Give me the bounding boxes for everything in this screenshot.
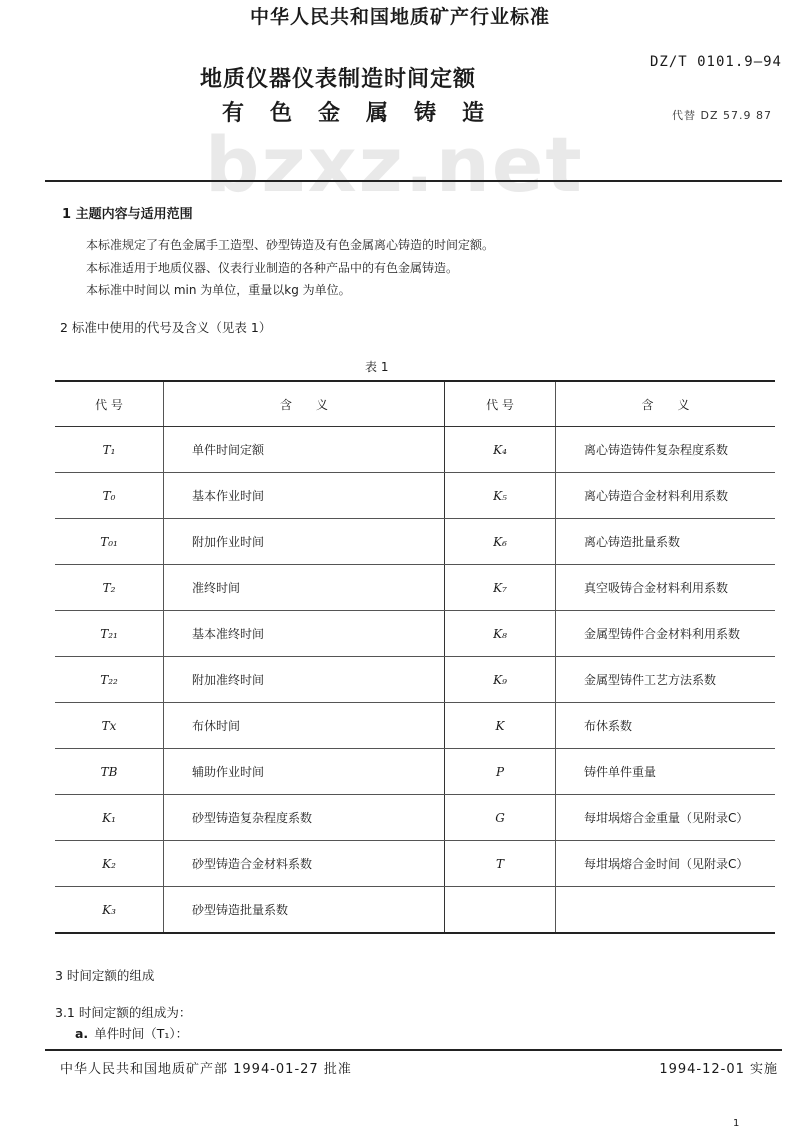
table-row	[55, 749, 775, 795]
meaning-cell: 砂型铸造复杂程度系数	[164, 795, 445, 841]
symbol-cell: P	[445, 749, 556, 795]
symbol-cell: K₃	[55, 887, 164, 934]
symbol-cell: K₆	[445, 519, 556, 565]
page-number: 1	[733, 1118, 740, 1129]
symbol-cell: T₂₂	[55, 657, 164, 703]
effective-date: 1994-12-01 实施	[659, 1062, 778, 1077]
document-title-line1: 地质仪器仪表制造时间定额	[200, 67, 477, 92]
meaning-cell: 铸件单件重量	[556, 749, 776, 795]
meaning-cell: 单件时间定额	[164, 427, 445, 473]
table-row	[55, 795, 775, 841]
meaning-cell: 附加作业时间	[164, 519, 445, 565]
list-item-label: a.	[75, 1026, 89, 1041]
meaning-cell: 基本准终时间	[164, 611, 445, 657]
list-item-a	[75, 1024, 188, 1042]
meaning-cell: 每坩埚熔合金重量（见附录C）	[556, 795, 776, 841]
section2-heading: 2 标准中使用的代号及含义（见表 1）	[60, 320, 272, 335]
meaning-cell	[556, 887, 776, 934]
meaning-cell: 布休系数	[556, 703, 776, 749]
meaning-cell: 金属型铸件合金材料利用系数	[556, 611, 776, 657]
meaning-cell: 金属型铸件工艺方法系数	[556, 657, 776, 703]
symbol-cell: K	[445, 703, 556, 749]
list-item-text: 单件时间（T₁）：	[94, 1026, 189, 1041]
symbol-cell: G	[445, 795, 556, 841]
symbol-cell: T₁	[55, 427, 164, 473]
table-row	[55, 611, 775, 657]
meaning-cell: 布休时间	[164, 703, 445, 749]
symbol-cell: T₂₁	[55, 611, 164, 657]
meaning-cell: 基本作业时间	[164, 473, 445, 519]
section1-paragraph-1: 本标准规定了有色金属手工造型、砂型铸造及有色金属离心铸造的时间定额。	[86, 238, 495, 252]
meaning-cell: 砂型铸造合金材料系数	[164, 841, 445, 887]
document-title-line2: 有色金属铸造	[222, 101, 511, 126]
section3-heading: 3 时间定额的组成	[55, 968, 155, 983]
section1-paragraph-2: 本标准适用于地质仪器、仪表行业制造的各种产品中的有色金属铸造。	[86, 261, 459, 275]
footer-divider	[45, 1049, 782, 1051]
symbol-cell: T₂	[55, 565, 164, 611]
symbol-cell: K₉	[445, 657, 556, 703]
symbol-cell: Tx	[55, 703, 164, 749]
symbol-cell: K₈	[445, 611, 556, 657]
section1-heading: 1 主题内容与适用范围	[62, 207, 193, 222]
symbol-table	[55, 380, 775, 934]
standard-number: DZ/T 0101.9—94	[649, 54, 782, 70]
header-meaning-2: 含 义	[556, 381, 776, 427]
table-row	[55, 657, 775, 703]
table-row	[55, 427, 775, 473]
section1-paragraph-3: 本标准中时间以 min 为单位，重量以kg 为单位。	[86, 283, 351, 297]
meaning-cell: 离心铸造合金材料利用系数	[556, 473, 776, 519]
meaning-cell: 离心铸造铸件复杂程度系数	[556, 427, 776, 473]
meaning-cell: 辅助作业时间	[164, 749, 445, 795]
meaning-cell: 每坩埚熔合金时间（见附录C）	[556, 841, 776, 887]
header-meaning-1: 含 义	[164, 381, 445, 427]
table-row	[55, 473, 775, 519]
table-caption: 表 1	[365, 360, 389, 374]
table-row	[55, 519, 775, 565]
symbol-cell: T	[445, 841, 556, 887]
symbol-cell: K₇	[445, 565, 556, 611]
watermark: bzxz.net	[205, 120, 584, 209]
section3-1-text: 3.1 时间定额的组成为：	[55, 1005, 192, 1020]
symbol-cell: K₅	[445, 473, 556, 519]
header-divider	[45, 180, 782, 182]
symbol-cell: K₂	[55, 841, 164, 887]
table-row	[55, 841, 775, 887]
symbol-cell: T₀	[55, 473, 164, 519]
standard-category-title: 中华人民共和国地质矿产行业标准	[249, 6, 550, 28]
table-row	[55, 887, 775, 934]
symbol-cell: T₀₁	[55, 519, 164, 565]
table-row	[55, 565, 775, 611]
meaning-cell: 离心铸造批量系数	[556, 519, 776, 565]
symbol-cell: TB	[55, 749, 164, 795]
approval-statement: 中华人民共和国地质矿产部 1994-01-27 批准	[60, 1062, 352, 1077]
meaning-cell: 附加准终时间	[164, 657, 445, 703]
meaning-cell: 准终时间	[164, 565, 445, 611]
symbol-cell	[445, 887, 556, 934]
table-header-row	[55, 381, 775, 427]
header-symbol-1: 代 号	[55, 381, 164, 427]
symbol-cell: K₁	[55, 795, 164, 841]
table-row	[55, 703, 775, 749]
header-symbol-2: 代 号	[445, 381, 556, 427]
symbol-cell: K₄	[445, 427, 556, 473]
meaning-cell: 真空吸铸合金材料利用系数	[556, 565, 776, 611]
meaning-cell: 砂型铸造批量系数	[164, 887, 445, 934]
replaces-standard: 代替 DZ 57.9 87	[672, 109, 772, 122]
